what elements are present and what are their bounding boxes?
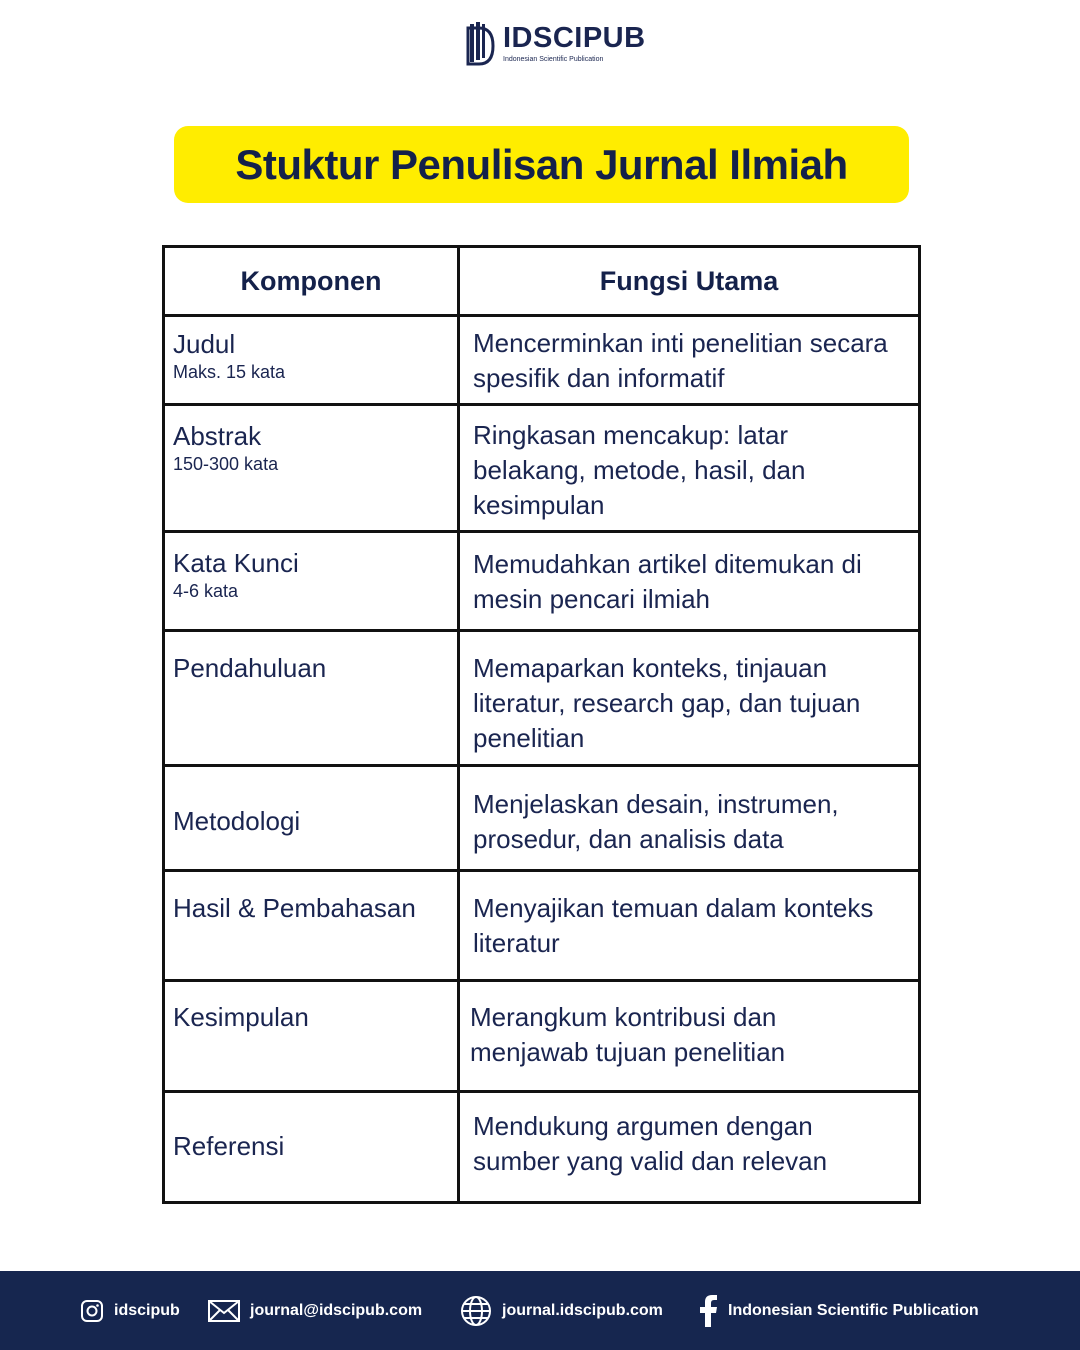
- structure-table: [162, 245, 921, 1204]
- email-icon: [208, 1300, 240, 1322]
- table-row: [165, 632, 918, 767]
- footer-website[interactable]: [460, 1295, 663, 1327]
- component-name: Metodologi: [173, 806, 301, 836]
- website-url: journal.idscipub.com: [502, 1301, 663, 1319]
- contact-footer: [0, 1271, 1080, 1350]
- function-text: Ringkasan mencakup: latar belakang, metode, hasil, dan kesimpulan: [473, 420, 806, 520]
- column-header-function: Fungsi Utama: [599, 265, 779, 296]
- globe-icon: [460, 1295, 492, 1327]
- function-text: Memudahkan artikel ditemukan di mesin pencari ilmiah: [473, 549, 862, 614]
- function-text: Menyajikan temuan dalam konteks literatur: [473, 893, 874, 958]
- instagram-handle: idscipub: [114, 1301, 180, 1319]
- component-name: Hasil & Pembahasan: [173, 893, 416, 923]
- facebook-page: Indonesian Scientific Publication: [728, 1301, 979, 1319]
- email-address: journal@idscipub.com: [250, 1301, 423, 1319]
- table-row: [165, 317, 918, 406]
- table-row: [165, 872, 918, 982]
- table-row: [165, 533, 918, 632]
- component-name: Abstrak 150-300 kata: [173, 421, 279, 474]
- component-name: Judul Maks. 15 kata: [173, 329, 286, 382]
- function-text: Merangkum kontribusi dan menjawab tujuan penelitian: [470, 1002, 786, 1067]
- footer-email[interactable]: [208, 1300, 422, 1322]
- function-text: Mencerminkan inti penelitian secara spesifik dan informatif: [473, 328, 888, 393]
- logo-mark-icon: [465, 20, 497, 66]
- table-header-row: [165, 248, 918, 317]
- component-note: Maks. 15 kata: [173, 362, 286, 382]
- table-row: [165, 406, 918, 533]
- table-row: [165, 767, 918, 872]
- footer-facebook[interactable]: [698, 1295, 979, 1327]
- component-name: Kesimpulan: [173, 1002, 309, 1032]
- footer-instagram[interactable]: [80, 1299, 180, 1323]
- function-text: Memaparkan konteks, tinjauan literatur, research gap, dan tujuan penelitian: [473, 653, 861, 753]
- component-note: 4-6 kata: [173, 581, 239, 601]
- column-header-component: Komponen: [240, 265, 382, 296]
- instagram-icon: [80, 1299, 104, 1323]
- logo-name: IDSCIPUB: [503, 21, 646, 54]
- table-row: [165, 982, 918, 1093]
- function-text: Mendukung argumen dengan sumber yang valid dan relevan: [473, 1111, 828, 1176]
- component-note: 150-300 kata: [173, 454, 279, 474]
- component-name: Kata Kunci 4-6 kata: [173, 548, 299, 601]
- brand-logo: [465, 20, 646, 66]
- table-row: [165, 1093, 918, 1201]
- component-name: Pendahuluan: [173, 653, 327, 683]
- component-name: Referensi: [173, 1131, 285, 1161]
- facebook-icon: [698, 1295, 718, 1327]
- function-text: Menjelaskan desain, instrumen, prosedur, dan analisis data: [473, 789, 839, 854]
- logo-subtitle: Indonesian Scientific Publication: [503, 55, 604, 63]
- page-title: Stuktur Penulisan Jurnal Ilmiah: [235, 140, 848, 188]
- title-banner: [174, 126, 909, 203]
